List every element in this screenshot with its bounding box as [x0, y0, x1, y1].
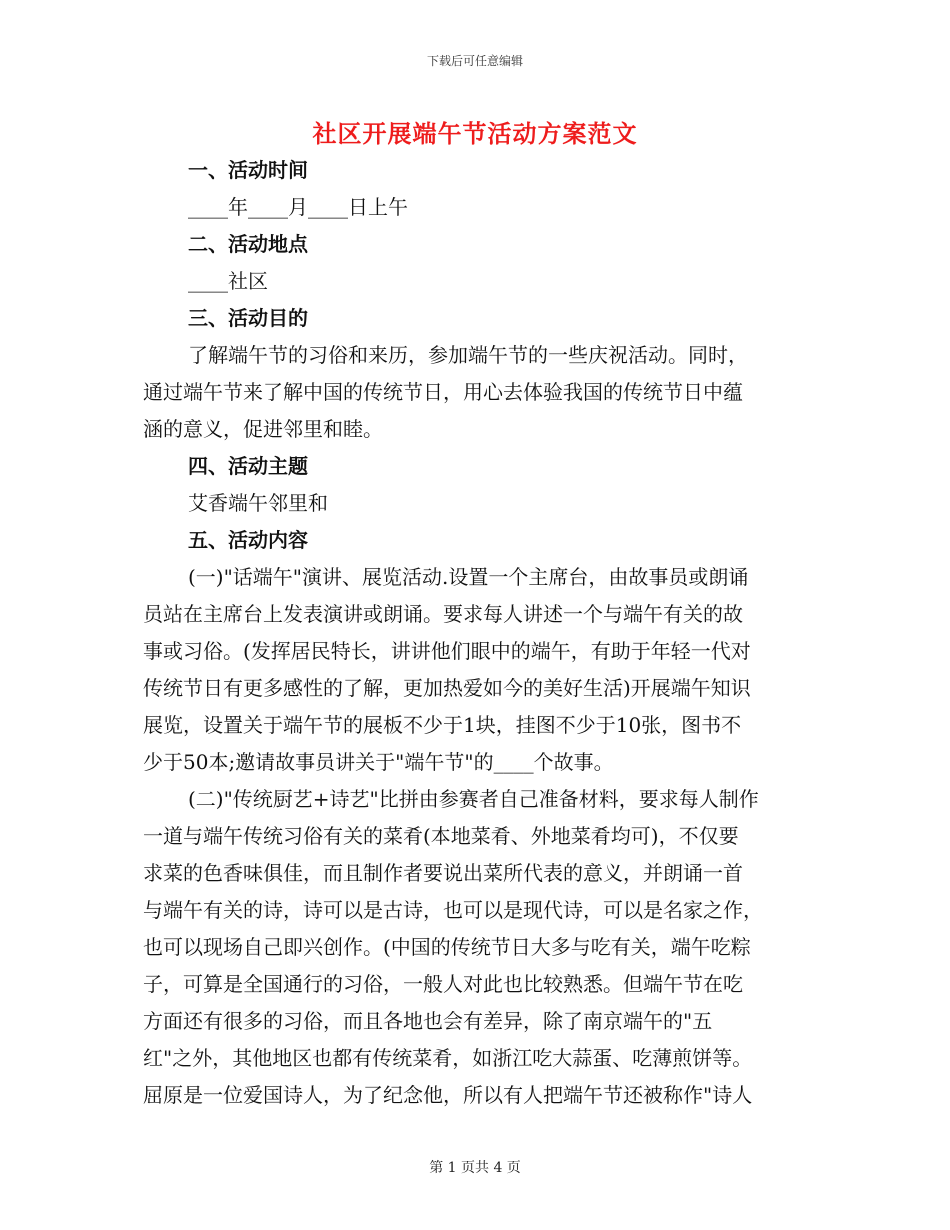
paragraph-line: 传统节日有更多感性的了解，更加热爱如今的美好生活)开展端午知识 — [143, 676, 751, 700]
paragraph-line: ____社区 — [188, 269, 268, 293]
document-title: 社区开展端午节活动方案范文 — [312, 119, 638, 148]
paragraph-line: 红"之外，其他地区也都有传统菜肴，如浙江吃大蒜蛋、吃薄煎饼等。 — [143, 1046, 753, 1070]
header-note: 下载后可任意编辑 — [426, 54, 523, 68]
paragraph-line: 艾香端午邻里和 — [188, 491, 328, 515]
paragraph-line: (一)"话端午"演讲、展览活动.设置一个主席台，由故事员或朗诵 — [188, 565, 749, 589]
page-number: 第 1 页共 4 页 — [429, 1160, 521, 1176]
section-heading-location: 二、活动地点 — [188, 232, 308, 256]
paragraph-line: 涵的意义，促进邻里和睦。 — [143, 417, 383, 441]
paragraph-line: 少于50本;邀请故事员讲关于"端午节"的____个故事。 — [143, 750, 614, 774]
document-body — [143, 152, 809, 1114]
section-heading-purpose: 三、活动目的 — [188, 306, 308, 330]
section-heading-theme: 四、活动主题 — [188, 454, 308, 478]
paragraph-line: 也可以现场自己即兴创作。(中国的传统节日大多与吃有关，端午吃粽 — [143, 935, 751, 959]
section-heading-content: 五、活动内容 — [188, 528, 308, 552]
paragraph-line: 屈原是一位爱国诗人，为了纪念他，所以有人把端午节还被称作"诗人 — [143, 1083, 753, 1107]
section-heading-time: 一、活动时间 — [188, 158, 308, 182]
paragraph-line: 了解端午节的习俗和来历，参加端午节的一些庆祝活动。同时， — [188, 343, 748, 367]
paragraph-line: 展览，设置关于端午节的展板不少于1块，挂图不少于10张，图书不 — [143, 713, 742, 737]
paragraph-line: 一道与端午传统习俗有关的菜肴(本地菜肴、外地菜肴均可)，不仅要 — [143, 824, 739, 848]
paragraph-line: 员站在主席台上发表演讲或朗诵。要求每人讲述一个与端午有关的故 — [143, 602, 743, 626]
paragraph-line: 事或习俗。(发挥居民特长，讲讲他们眼中的端午，有助于年轻一代对 — [143, 639, 751, 663]
paragraph-line: 通过端午节来了解中国的传统节日，用心去体验我国的传统节日中蕴 — [143, 380, 743, 404]
paragraph-line: 子，可算是全国通行的习俗，一般人对此也比较熟悉。但端午节在吃 — [143, 972, 743, 996]
paragraph-line: ____年____月____日上午 — [188, 195, 408, 219]
paragraph-line: (二)"传统厨艺+诗艺"比拼由参赛者自己准备材料，要求每人制作 — [188, 787, 759, 811]
paragraph-line: 与端午有关的诗，诗可以是古诗，也可以是现代诗，可以是名家之作， — [143, 898, 763, 922]
paragraph-line: 求菜的色香味俱佳，而且制作者要说出菜所代表的意义，并朗诵一首 — [143, 861, 743, 885]
paragraph-line: 方面还有很多的习俗，而且各地也会有差异，除了南京端午的"五 — [143, 1009, 713, 1033]
